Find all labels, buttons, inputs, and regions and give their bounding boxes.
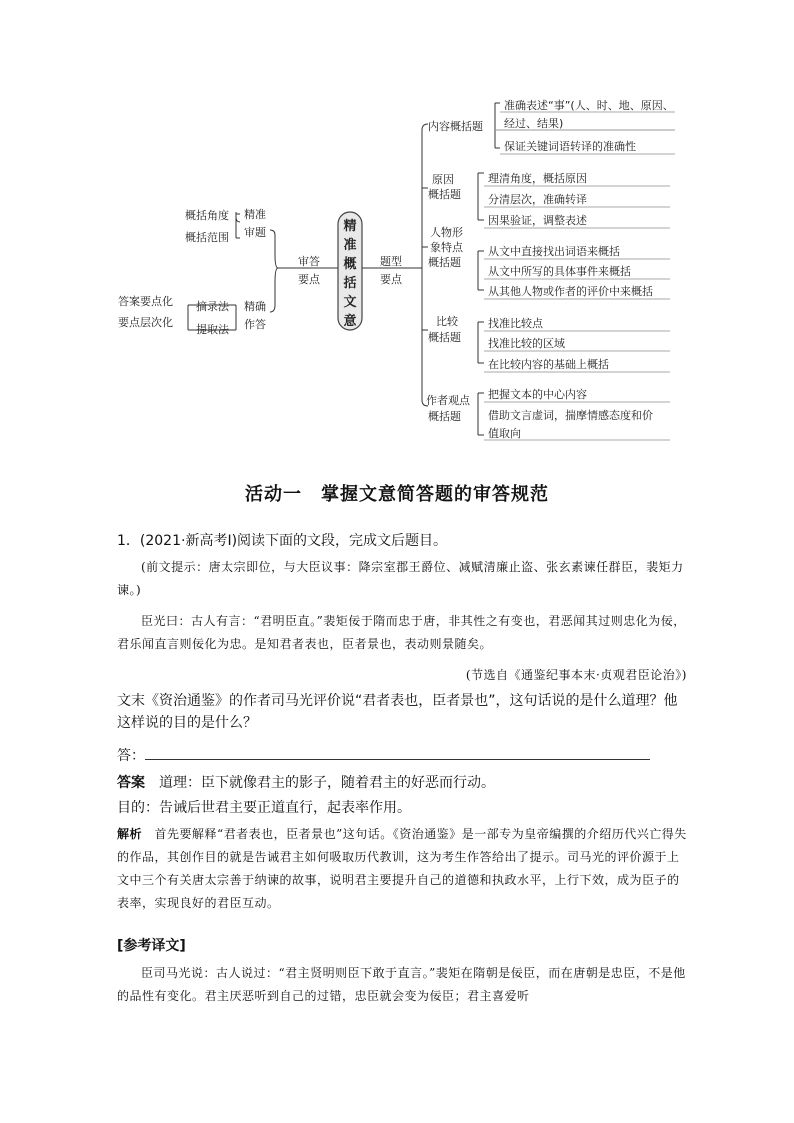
branch-tixing-1: 题型 — [380, 255, 402, 268]
analysis-label: 解析 — [117, 827, 143, 841]
mind-map — [0, 0, 794, 460]
shenti-label-2: 审题 — [244, 226, 266, 239]
type-name: 作者观点 — [426, 394, 470, 407]
type-item: 保证关键词语转译的准确性 — [504, 140, 636, 153]
answer-line[interactable] — [145, 745, 650, 760]
question-passage: 臣光曰：古人有言：“君明臣直。”裴矩佞于隋而忠于唐，非其性之有变也，君恶闻其过则忠化为佞，君乐闻直言则佞化为忠。是知君者表也，臣者景也，表动则景随矣。 — [117, 614, 686, 651]
svg-text:文: 文 — [343, 295, 357, 310]
type-item: 理清角度，概括原因 — [488, 172, 587, 185]
svg-text:概: 概 — [343, 257, 357, 272]
analysis-text: 首先要解释“君者表也，臣者景也”这句话。《资治通鉴》是一部专为皇帝编撰的介绍历代兴亡得失的作品，其创作目的就是告诫君主如何吸取历代教训，这为考生作答给出了提示。司马光的评价源于上文中三个有关唐太宗善于纳谏的故事，说明君主要提升自己的道德和执政水平，上行下效，成为臣子的表率，实现良好的君臣互动。 — [117, 827, 687, 910]
answer-prompt — [117, 745, 687, 767]
answer-line-2: 目的：告诫后世君主要正道直行，起表率作用。 — [117, 800, 411, 816]
question-ask: 文末《资治通鉴》的作者司马光评价说“君者表也，臣者景也”，这句话说的是什么道理？他这样说的目的是什么？ — [117, 693, 678, 731]
zuoda-note-1: 答案要点化 — [118, 295, 173, 308]
question-source: (节选自《通鉴纪事本末·贞观君臣论治》) — [465, 668, 687, 682]
zuoda-note-2: 要点层次化 — [118, 316, 173, 329]
type-item: 分清层次，准确转译 — [488, 193, 587, 206]
type-name: 概括题 — [428, 410, 461, 423]
type-item: 把握文本的中心内容 — [488, 388, 587, 401]
type-item: 找准比较的区域 — [488, 337, 565, 350]
analysis — [117, 823, 687, 915]
type-item: 值取向 — [488, 427, 521, 440]
type-item: 因果验证，调整表述 — [488, 214, 587, 227]
type-name: 人物形 — [430, 226, 463, 239]
type-name: 比较 — [436, 315, 458, 328]
type-item: 在比较内容的基础上概括 — [488, 358, 609, 371]
shenti-item-1: 概括角度 — [185, 209, 229, 222]
type-name: 原因 — [432, 173, 454, 186]
translation-label: [参考译文] — [117, 938, 186, 954]
zuoda-label-2: 作答 — [244, 318, 266, 331]
zuoda-item-1: 摘录法 — [196, 300, 229, 313]
svg-text:精: 精 — [343, 219, 357, 234]
question-hint: (前文提示：唐太宗即位，与大臣议事：降宗室郡王爵位、减赋清廉止盗、张玄素谏任群臣，裴矩力谏。) — [117, 560, 684, 597]
branch-tixing-2: 要点 — [380, 273, 402, 286]
svg-text:括: 括 — [343, 276, 357, 291]
type-item: 准确表述“事”(人、时、地、原因、 — [504, 99, 674, 112]
type-item: 从其他人物或作者的评价中来概括 — [488, 285, 653, 298]
question-stem: 1．(2021·新高考Ⅰ)阅读下面的文段，完成文后题目。 — [117, 533, 448, 549]
shenti-item-2: 概括范围 — [185, 231, 229, 244]
translation-text: 臣司马光说：古人说过：“君主贤明则臣下敢于直言。”裴矩在隋朝是佞臣，而在唐朝是忠臣，不是他的品性有变化。君主厌恶听到自己的过错，忠臣就会变为佞臣；君主喜爱听 — [117, 966, 686, 1003]
type-name: 象特点 — [430, 241, 463, 254]
branch-shenda-1: 审答 — [298, 255, 320, 268]
answer-label: 答案 — [117, 775, 145, 791]
shenti-label-1: 精准 — [244, 208, 266, 221]
answer-text-1: 道理：臣下就像君主的影子，随着君主的好恶而行动。 — [159, 775, 495, 791]
type-item: 借助文言虚词，揣摩情感态度和价 — [488, 409, 653, 422]
type-name: 概括题 — [428, 256, 461, 269]
type-name: 内容概括题 — [428, 120, 483, 133]
answer-line-1 — [117, 772, 687, 794]
type-name: 概括题 — [428, 331, 461, 344]
zuoda-item-2: 提取法 — [196, 323, 229, 336]
svg-text:意: 意 — [343, 314, 357, 329]
section-heading: 活动一 掌握文意简答题的审答规范 — [245, 484, 549, 505]
zuoda-label-1: 精确 — [244, 300, 266, 313]
type-item: 经过、结果) — [504, 117, 564, 130]
svg-text:准: 准 — [343, 238, 357, 253]
type-item: 从文中所写的具体事件来概括 — [488, 265, 631, 278]
type-name: 概括题 — [428, 188, 461, 201]
answer-prompt-label: 答： — [117, 748, 145, 764]
branch-shenda-2: 要点 — [298, 273, 320, 286]
type-item: 从文中直接找出词语来概括 — [488, 245, 620, 258]
type-item: 找准比较点 — [488, 317, 543, 330]
